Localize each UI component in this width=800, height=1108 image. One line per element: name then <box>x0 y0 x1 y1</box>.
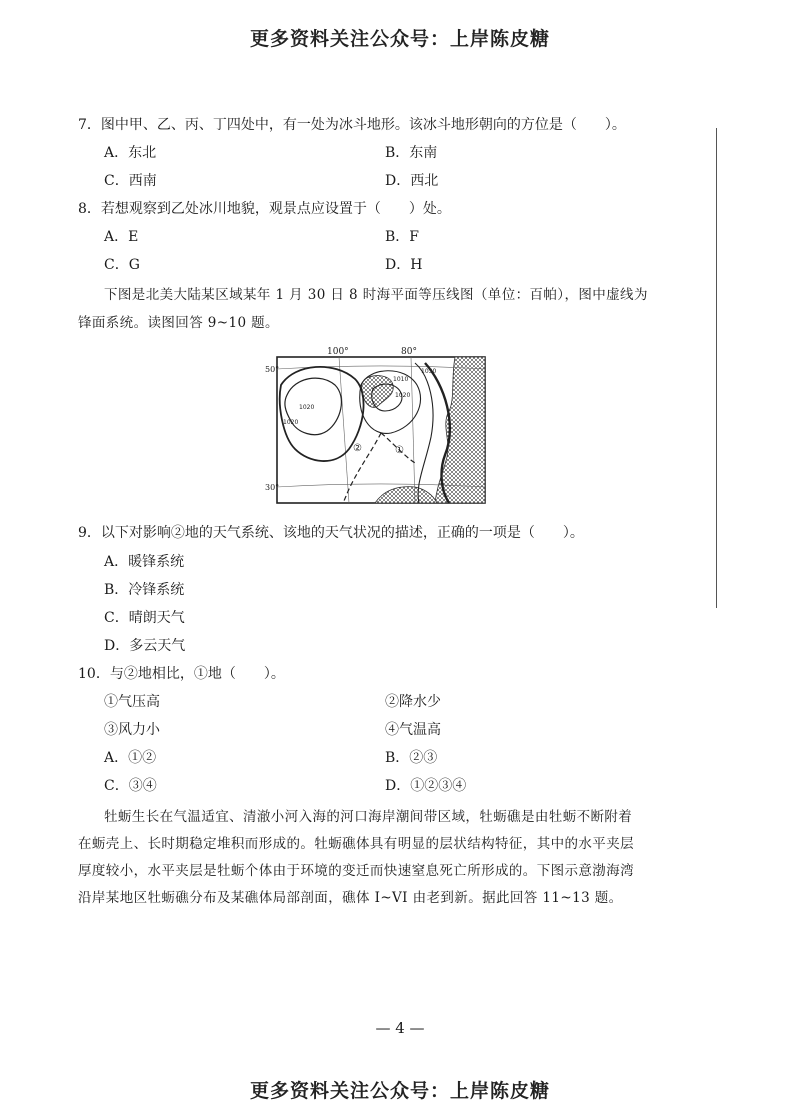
isobar-label-1020-inner: 1020 <box>299 404 315 411</box>
isobar-label-1030: 1030 <box>421 368 437 375</box>
question-10-stem: 10．与②地相比，①地（ ）。 <box>78 666 285 682</box>
page-number: — 4 — <box>375 1019 425 1037</box>
intro-11-13-line-4: 沿岸某地区牡蛎礁分布及某礁体局部剖面，礁体 I~VI 由老到新。据此回答 11~13 题。 <box>78 890 623 906</box>
question-9-option-c: C．晴朗天气 <box>104 610 185 626</box>
question-9-option-b: B．冷锋系统 <box>104 582 185 598</box>
lat-label-50: 50° <box>265 365 280 374</box>
question-7-option-a: A．东北 <box>104 145 157 161</box>
intro-11-13-line-1: 牡蛎生长在气温适宜、清澈小河入海的河口海岸潮间带区域，牡蛎礁是由牡蛎不断附着 <box>104 809 633 825</box>
question-10-statement-1: ①气压高 <box>104 694 160 710</box>
question-9-option-d: D．多云天气 <box>104 638 186 654</box>
lon-label-80: 80° <box>401 347 417 357</box>
question-10-statement-4: ④气温高 <box>385 722 441 738</box>
isobar-label-1010: 1010 <box>393 376 409 383</box>
question-10-statement-2: ②降水少 <box>385 694 441 710</box>
question-10-statement-3: ③风力小 <box>104 722 160 738</box>
intro-11-13-line-2: 在蛎壳上、长时期稳定堆积而形成的。牡蛎礁体具有明显的层状结构特征，其中的水平夹层 <box>78 836 634 852</box>
question-9-option-a: A．暖锋系统 <box>104 554 185 570</box>
footer-banner: 更多资料关注公众号：上岸陈皮糖 <box>249 1080 550 1102</box>
margin-rule <box>716 128 717 608</box>
intro-9-10-line-2: 锋面系统。读图回答 9~10 题。 <box>78 315 279 331</box>
point-label-2: ② <box>353 443 362 454</box>
lat-label-30: 30° <box>265 483 280 492</box>
question-10-option-d: D．①②③④ <box>385 778 467 794</box>
question-7-stem: 7．图中甲、乙、丙、丁四处中，有一处为冰斗地形。该冰斗地形朝向的方位是（ ）。 <box>78 117 626 133</box>
lon-label-100: 100° <box>327 347 349 357</box>
question-8-option-a: A．E <box>104 229 139 245</box>
question-10-option-c: C．③④ <box>104 778 157 794</box>
question-7-option-b: B．东南 <box>385 145 438 161</box>
intro-9-10-line-1: 下图是北美大陆某区域某年 1 月 30 日 8 时海平面等压线图（单位：百帕），图中虚线为 <box>104 287 648 303</box>
question-9-stem: 9．以下对影响②地的天气系统、该地的天气状况的描述，正确的一项是（ ）。 <box>78 525 584 541</box>
question-8-option-c: C．G <box>104 257 140 273</box>
question-10-option-b: B．②③ <box>385 750 438 766</box>
isobar-label-1020-east: 1020 <box>395 392 411 399</box>
isobar-map <box>265 345 491 507</box>
question-7-option-d: D．西北 <box>385 173 439 189</box>
isobar-label-1020-west: 1020 <box>283 419 299 426</box>
question-8-option-b: B．F <box>385 229 420 245</box>
question-10-option-a: A．①② <box>104 750 157 766</box>
question-7-option-c: C．西南 <box>104 173 157 189</box>
question-8-option-d: D．H <box>385 257 423 273</box>
header-banner: 更多资料关注公众号：上岸陈皮糖 <box>249 28 550 50</box>
intro-11-13-line-3: 厚度较小，水平夹层是牡蛎个体由于环境的变迁而快速窒息死亡所形成的。下图示意渤海湾 <box>78 863 634 879</box>
question-8-stem: 8．若想观察到乙处冰川地貌，观景点应设置于（ ）处。 <box>78 201 451 217</box>
point-label-1: ① <box>395 445 404 456</box>
